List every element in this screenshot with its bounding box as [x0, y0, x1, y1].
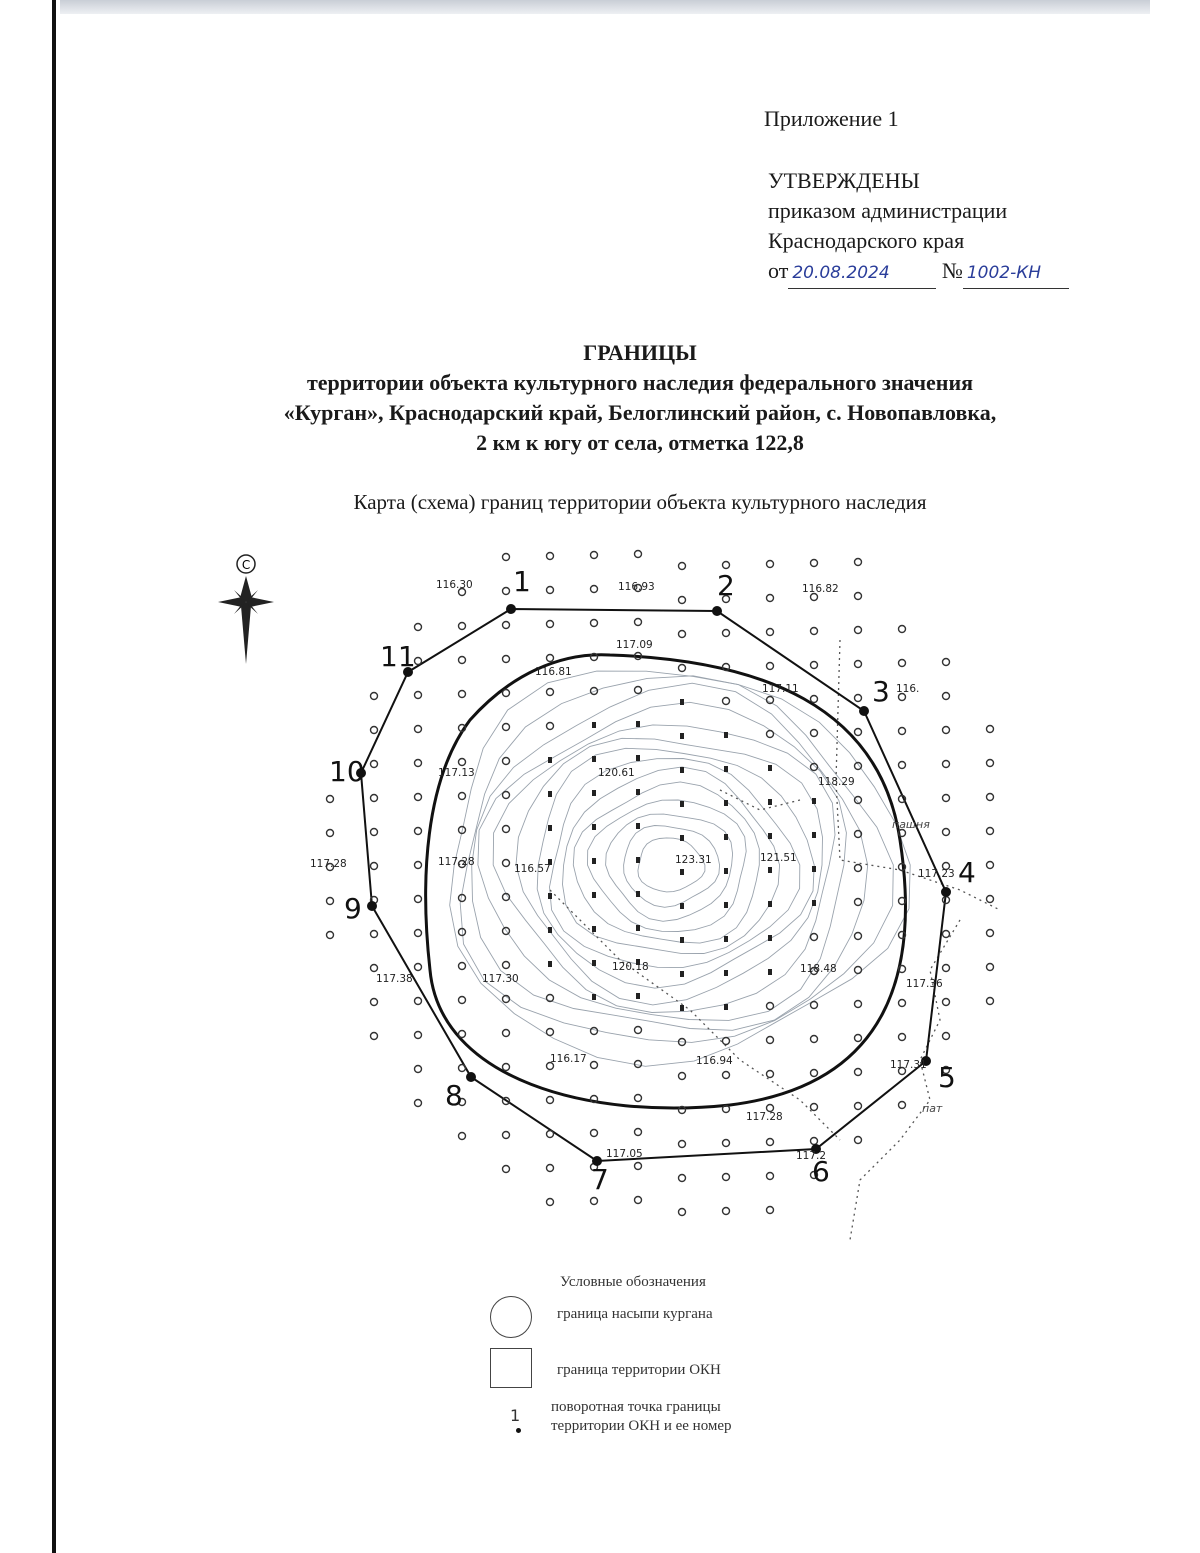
document-title	[120, 338, 1160, 458]
survey-circle-marker	[723, 1208, 730, 1215]
survey-circle-marker	[371, 727, 378, 734]
survey-circle-marker	[415, 828, 422, 835]
survey-circle-marker	[459, 657, 466, 664]
boundary-map	[200, 540, 1020, 1250]
survey-circle-marker	[855, 559, 862, 566]
survey-square-marker	[592, 722, 596, 728]
survey-circle-marker	[943, 829, 950, 836]
survey-circle-marker	[767, 561, 774, 568]
elevation-label: 117.05	[606, 1148, 643, 1160]
survey-circle-marker	[811, 696, 818, 703]
survey-circle-marker	[987, 896, 994, 903]
survey-square-marker	[812, 866, 816, 872]
survey-circle-marker	[371, 693, 378, 700]
survey-circle-marker	[899, 728, 906, 735]
compass-north-label: С	[241, 558, 251, 572]
survey-circle-marker	[679, 1073, 686, 1080]
survey-circle-marker	[459, 1065, 466, 1072]
elevation-label: 116.57	[514, 863, 551, 875]
survey-circle-marker	[987, 726, 994, 733]
survey-square-marker	[680, 801, 684, 807]
survey-square-marker	[548, 791, 552, 797]
survey-circle-marker	[811, 1070, 818, 1077]
boundary-point-label-5: 5	[938, 1061, 956, 1094]
survey-circle-marker	[415, 624, 422, 631]
survey-square-marker	[768, 799, 772, 805]
survey-circle-marker	[503, 588, 510, 595]
survey-circle-marker	[547, 1199, 554, 1206]
survey-square-marker	[548, 893, 552, 899]
survey-circle-marker	[503, 554, 510, 561]
survey-circle-marker	[547, 1097, 554, 1104]
survey-square-marker	[724, 834, 728, 840]
survey-square-marker	[724, 970, 728, 976]
survey-circle-marker	[943, 931, 950, 938]
survey-circle-marker	[547, 1165, 554, 1172]
survey-circle-marker	[503, 724, 510, 731]
survey-circle-marker	[679, 631, 686, 638]
survey-circle-marker	[679, 597, 686, 604]
survey-circle-marker	[591, 620, 598, 627]
elevation-label: 117.13	[438, 767, 475, 779]
elevation-label: 117.28	[746, 1111, 783, 1123]
survey-circle-marker	[943, 727, 950, 734]
survey-circle-marker	[723, 1140, 730, 1147]
elevation-label: 117.09	[616, 639, 653, 651]
survey-circle-marker	[855, 627, 862, 634]
survey-circle-marker	[855, 1103, 862, 1110]
survey-square-marker	[548, 961, 552, 967]
survey-square-marker	[768, 969, 772, 975]
map-subtitle: Карта (схема) границ территории объекта культурного наследия	[353, 490, 927, 514]
survey-square-marker	[680, 869, 684, 875]
elevation-label: 117.11	[762, 683, 799, 695]
survey-circle-marker	[635, 1095, 642, 1102]
survey-circle-marker	[635, 1163, 642, 1170]
survey-circle-marker	[899, 660, 906, 667]
survey-circle-marker	[547, 723, 554, 730]
survey-square-marker	[592, 756, 596, 762]
survey-circle-marker	[987, 998, 994, 1005]
survey-circle-marker	[811, 730, 818, 737]
boundary-point-label-11: 11	[380, 640, 416, 673]
elevation-label: 117.2	[796, 1150, 827, 1162]
survey-circle-marker	[899, 1000, 906, 1007]
elevation-label: 117.36	[906, 978, 943, 990]
contour-line	[472, 683, 868, 1030]
elevation-label: 116.17	[550, 1053, 587, 1065]
survey-circle-marker	[679, 1209, 686, 1216]
survey-square-marker	[636, 993, 640, 999]
survey-square-marker	[548, 927, 552, 933]
handwritten-number: 1002-КН	[963, 258, 1069, 289]
survey-circle-marker	[371, 795, 378, 802]
boundary-point-label-9: 9	[344, 892, 362, 925]
survey-circle-marker	[811, 764, 818, 771]
survey-circle-marker	[459, 793, 466, 800]
survey-square-marker	[636, 925, 640, 931]
survey-circle-marker	[943, 999, 950, 1006]
survey-circle-marker	[987, 794, 994, 801]
survey-circle-marker	[503, 656, 510, 663]
boundary-point-1	[506, 604, 516, 614]
survey-square-marker	[724, 732, 728, 738]
mound-boundary	[426, 655, 906, 1108]
survey-square-marker	[680, 937, 684, 943]
survey-circle-marker	[327, 932, 334, 939]
survey-circle-marker	[327, 830, 334, 837]
survey-square-marker	[724, 800, 728, 806]
boundary-point-3	[859, 706, 869, 716]
survey-square-marker	[768, 765, 772, 771]
survey-square-marker	[724, 868, 728, 874]
survey-circle-marker	[547, 655, 554, 662]
survey-square-marker	[812, 900, 816, 906]
survey-square-marker	[592, 892, 596, 898]
survey-circle-marker	[767, 595, 774, 602]
survey-square-marker	[680, 903, 684, 909]
survey-circle-marker	[943, 693, 950, 700]
legend-point-line-1: поворотная точка границы	[551, 1399, 721, 1415]
boundary-point-9	[367, 901, 377, 911]
survey-circle-marker	[591, 552, 598, 559]
survey-circle-marker	[899, 1102, 906, 1109]
survey-circle-marker	[811, 560, 818, 567]
survey-circle-marker	[503, 860, 510, 867]
survey-square-marker	[680, 1005, 684, 1011]
survey-circle-marker	[503, 792, 510, 799]
survey-circle-marker	[723, 698, 730, 705]
survey-circle-marker	[591, 1130, 598, 1137]
title-line-4: 2 км к югу от села, отметка 122,8	[476, 430, 804, 455]
territory-boundary-symbol	[490, 1348, 532, 1388]
scan-top-shade	[60, 0, 1150, 14]
approved-title: УТВЕРЖДЕНЫ	[768, 168, 920, 193]
survey-circle-marker	[459, 691, 466, 698]
elevation-label: 116.94	[696, 1055, 733, 1067]
survey-square-marker	[548, 757, 552, 763]
survey-circle-marker	[591, 1062, 598, 1069]
survey-circle-marker	[723, 562, 730, 569]
survey-circle-marker	[855, 661, 862, 668]
elevation-label: 116.	[896, 683, 920, 695]
scan-left-edge	[52, 0, 56, 1553]
survey-circle-marker	[635, 1197, 642, 1204]
survey-circle-marker	[635, 551, 642, 558]
survey-square-marker	[636, 823, 640, 829]
boundary-point-label-6: 6	[812, 1155, 830, 1188]
survey-circle-marker	[767, 731, 774, 738]
survey-circle-marker	[503, 1166, 510, 1173]
survey-circle-marker	[591, 586, 598, 593]
survey-circle-marker	[855, 1001, 862, 1008]
number-prefix: №	[941, 258, 963, 283]
compass-rose	[218, 555, 274, 664]
survey-circle-marker	[415, 692, 422, 699]
survey-circle-marker	[899, 1034, 906, 1041]
survey-circle-marker	[811, 1002, 818, 1009]
survey-circle-marker	[459, 1133, 466, 1140]
survey-circle-marker	[723, 1038, 730, 1045]
survey-circle-marker	[767, 1139, 774, 1146]
survey-circle-marker	[679, 665, 686, 672]
survey-circle-marker	[811, 1036, 818, 1043]
survey-square-marker	[680, 733, 684, 739]
handwritten-date: 20.08.2024	[788, 258, 936, 289]
survey-square-marker	[768, 935, 772, 941]
legend-territory-label: граница территории ОКН	[557, 1362, 721, 1378]
survey-circle-marker	[503, 758, 510, 765]
survey-circle-marker	[855, 899, 862, 906]
approval-block	[768, 166, 1069, 289]
survey-square-marker	[724, 936, 728, 942]
survey-circle-marker	[371, 931, 378, 938]
boundary-point-label-10: 10	[329, 755, 365, 788]
survey-circle-marker	[547, 689, 554, 696]
elevation-label: 116.30	[436, 579, 473, 591]
title-line-2: территории объекта культурного наследия федерального значения	[306, 370, 974, 395]
survey-circle-marker	[635, 687, 642, 694]
survey-circle-marker	[723, 1072, 730, 1079]
survey-circle-marker	[767, 663, 774, 670]
boundary-point-8	[466, 1072, 476, 1082]
survey-circle-marker	[943, 659, 950, 666]
survey-square-marker	[592, 960, 596, 966]
survey-circle-marker	[987, 862, 994, 869]
survey-circle-marker	[723, 630, 730, 637]
survey-square-marker	[724, 1004, 728, 1010]
survey-circle-marker	[503, 622, 510, 629]
survey-circle-marker	[371, 999, 378, 1006]
contour-line	[606, 814, 733, 921]
survey-circle-marker	[371, 1033, 378, 1040]
elevation-label: 117.30	[482, 973, 519, 985]
survey-circle-marker	[987, 964, 994, 971]
survey-circle-marker	[503, 690, 510, 697]
field-label-secondary: пат	[922, 1102, 943, 1115]
legend-point-line-2: территории ОКН и ее номер	[551, 1418, 732, 1434]
survey-circle-marker	[415, 862, 422, 869]
survey-circle-marker	[811, 628, 818, 635]
survey-circle-marker	[767, 1207, 774, 1214]
survey-circle-marker	[899, 626, 906, 633]
survey-circle-marker	[459, 623, 466, 630]
survey-square-marker	[548, 825, 552, 831]
survey-square-marker	[812, 798, 816, 804]
survey-circle-marker	[415, 760, 422, 767]
elevation-label: 116.81	[535, 666, 572, 678]
survey-square-marker	[592, 994, 596, 1000]
survey-square-marker	[680, 767, 684, 773]
survey-circle-marker	[855, 593, 862, 600]
survey-circle-marker	[943, 795, 950, 802]
survey-circle-marker	[855, 967, 862, 974]
elevation-label: 120.18	[612, 961, 649, 973]
elevation-label: 116.82	[802, 583, 839, 595]
boundary-point-4	[941, 887, 951, 897]
survey-circle-marker	[987, 828, 994, 835]
survey-square-marker	[592, 858, 596, 864]
survey-square-marker	[592, 824, 596, 830]
legend-mound-label: граница насыпи кургана	[557, 1306, 713, 1322]
survey-circle-marker	[767, 1003, 774, 1010]
survey-circle-marker	[415, 896, 422, 903]
survey-square-marker	[812, 832, 816, 838]
survey-circle-marker	[459, 997, 466, 1004]
contour-line	[588, 800, 747, 932]
survey-square-marker	[768, 867, 772, 873]
approved-line-1: приказом администрации	[768, 198, 1008, 223]
survey-circle-marker	[415, 1100, 422, 1107]
survey-circle-marker	[371, 829, 378, 836]
survey-square-marker	[592, 926, 596, 932]
survey-circle-marker	[547, 621, 554, 628]
boundary-point-label-4: 4	[958, 856, 976, 889]
approval-date-row	[768, 256, 1069, 289]
survey-circle-marker	[987, 760, 994, 767]
survey-circle-marker	[503, 1132, 510, 1139]
survey-circle-marker	[591, 1198, 598, 1205]
boundary-point-2	[712, 606, 722, 616]
survey-circle-marker	[635, 1027, 642, 1034]
survey-circle-marker	[547, 553, 554, 560]
survey-circle-marker	[415, 1032, 422, 1039]
survey-circle-marker	[767, 1173, 774, 1180]
survey-circle-marker	[415, 1066, 422, 1073]
survey-circle-marker	[459, 1031, 466, 1038]
survey-square-marker	[680, 835, 684, 841]
elevation-label: 117.31	[890, 1059, 927, 1071]
survey-square-marker	[724, 902, 728, 908]
survey-square-marker	[724, 766, 728, 772]
survey-circle-marker	[547, 1131, 554, 1138]
elevation-label: 120.61	[598, 767, 635, 779]
elevation-label: 118.29	[818, 776, 855, 788]
survey-square-marker	[768, 833, 772, 839]
survey-circle-marker	[855, 933, 862, 940]
survey-circle-marker	[503, 1064, 510, 1071]
survey-circle-marker	[547, 1029, 554, 1036]
survey-circle-marker	[503, 962, 510, 969]
boundary-point-label-2: 2	[717, 569, 735, 602]
survey-circle-marker	[855, 1069, 862, 1076]
survey-circle-marker	[811, 662, 818, 669]
survey-circle-marker	[415, 998, 422, 1005]
elevation-label: 117.38	[376, 973, 413, 985]
field-label-plowland: пашня	[892, 818, 930, 831]
survey-circle-marker	[635, 619, 642, 626]
turning-point-symbol-number: 1	[510, 1406, 521, 1425]
boundary-point-label-3: 3	[872, 675, 890, 708]
survey-circle-marker	[943, 1033, 950, 1040]
survey-circle-marker	[547, 587, 554, 594]
legend-point-label	[551, 1398, 732, 1436]
survey-circle-marker	[855, 729, 862, 736]
title-line-1: ГРАНИЦЫ	[583, 340, 697, 365]
survey-square-marker	[636, 789, 640, 795]
appendix-label: Приложение 1	[764, 106, 899, 131]
survey-circle-marker	[811, 934, 818, 941]
survey-circle-marker	[767, 1037, 774, 1044]
survey-circle-marker	[327, 796, 334, 803]
contour-line	[516, 738, 823, 1005]
survey-circle-marker	[987, 930, 994, 937]
survey-square-marker	[636, 755, 640, 761]
survey-circle-marker	[503, 826, 510, 833]
survey-circle-marker	[811, 1138, 818, 1145]
survey-circle-marker	[723, 1174, 730, 1181]
survey-square-marker	[768, 901, 772, 907]
survey-circle-marker	[943, 965, 950, 972]
survey-circle-marker	[503, 1030, 510, 1037]
survey-circle-marker	[855, 865, 862, 872]
elevation-label: 117.23	[918, 868, 955, 880]
turning-point-symbol-dot	[516, 1428, 521, 1433]
survey-square-marker	[680, 971, 684, 977]
survey-circle-marker	[459, 963, 466, 970]
survey-square-marker	[592, 790, 596, 796]
survey-circle-marker	[591, 1028, 598, 1035]
boundary-point-label-1: 1	[513, 565, 531, 598]
boundary-point-label-7: 7	[591, 1163, 609, 1196]
elevation-label: 121.51	[760, 852, 797, 864]
survey-circle-marker	[415, 964, 422, 971]
title-line-3: «Курган», Краснодарский край, Белоглинский район, с. Новопавловка,	[283, 400, 997, 425]
survey-square-marker	[680, 699, 684, 705]
survey-circle-marker	[899, 762, 906, 769]
survey-circle-marker	[767, 1071, 774, 1078]
mound-boundary-symbol	[490, 1296, 532, 1338]
boundary-point-label-8: 8	[445, 1079, 463, 1112]
survey-square-marker	[636, 721, 640, 727]
survey-square-marker	[636, 857, 640, 863]
legend-title: Условные обозначения	[560, 1274, 706, 1290]
elevation-label: 118.48	[800, 963, 837, 975]
survey-square-marker	[636, 891, 640, 897]
survey-circle-marker	[459, 759, 466, 766]
survey-circle-marker	[327, 898, 334, 905]
survey-circle-marker	[679, 1175, 686, 1182]
survey-circle-marker	[371, 863, 378, 870]
survey-circle-marker	[415, 726, 422, 733]
survey-circle-marker	[371, 965, 378, 972]
elevation-label: 117.28	[310, 858, 347, 870]
elevation-label: 116.93	[618, 581, 655, 593]
survey-circle-marker	[415, 794, 422, 801]
survey-circle-marker	[679, 1141, 686, 1148]
survey-circle-marker	[635, 1061, 642, 1068]
survey-circle-marker	[415, 930, 422, 937]
elevation-label: 117.28	[438, 856, 475, 868]
elevation-label: 123.31	[675, 854, 712, 866]
survey-circle-marker	[371, 761, 378, 768]
date-prefix: от	[768, 258, 789, 283]
survey-circle-marker	[855, 695, 862, 702]
survey-circle-marker	[635, 1129, 642, 1136]
survey-circle-marker	[943, 761, 950, 768]
survey-circle-marker	[811, 1104, 818, 1111]
survey-circle-marker	[679, 563, 686, 570]
approved-line-2: Краснодарского края	[768, 228, 965, 253]
survey-circle-marker	[767, 629, 774, 636]
survey-circle-marker	[855, 1137, 862, 1144]
survey-circle-marker	[855, 1035, 862, 1042]
